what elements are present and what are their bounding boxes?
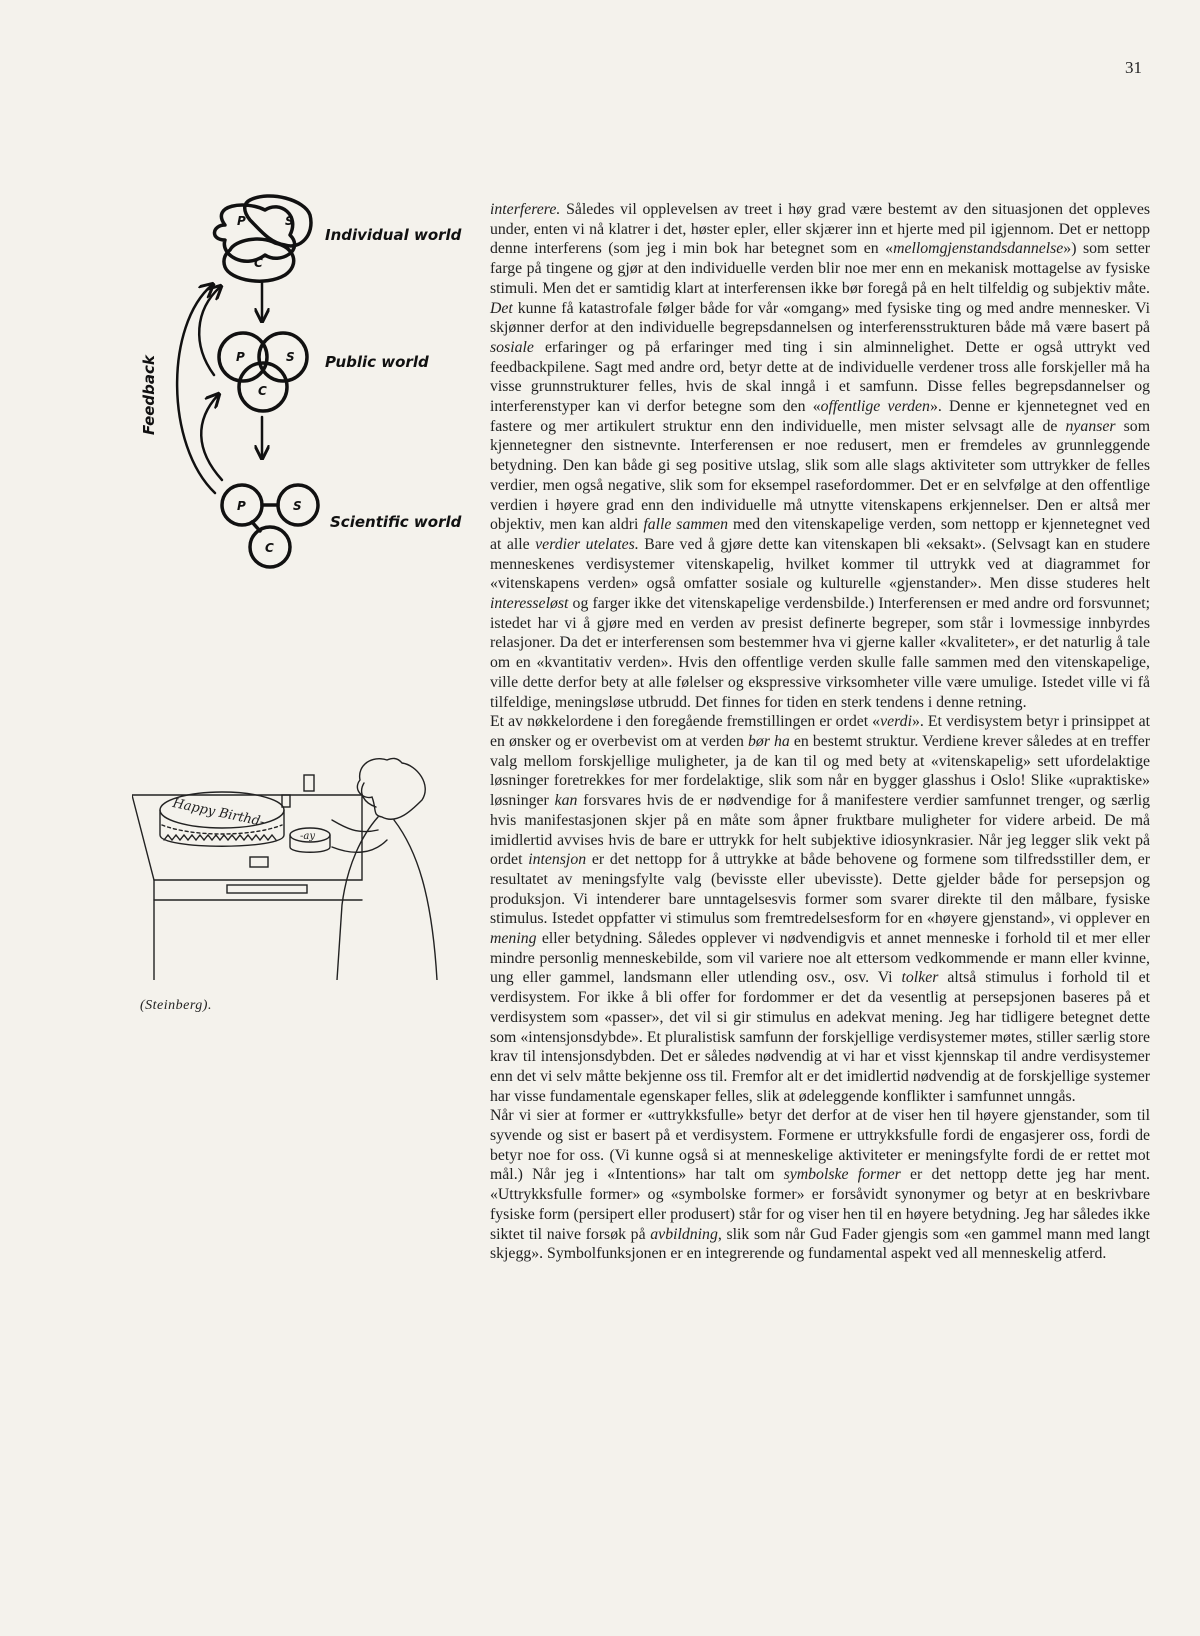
individual-c-label: C <box>254 256 263 270</box>
page-number: 31 <box>1125 58 1142 77</box>
body-text <box>490 200 1150 1264</box>
scientific-world-shape <box>222 485 318 567</box>
text-run: Når vi sier at former er «uttrykksfulle» betyr det derfor at de viser hen til høyere gjenstander, som til syvende og sist er basert på et verdisystem. Formene er uttrykksfulle fordi de engasjerer oss, fordi de betyr noe for oss. (Vi kunne også si at menneskelige aktiviteter er meningsfylte fordi de er rettet mot mål.) Når jeg i «Intentions» har talt om <box>490 1107 1150 1184</box>
public-c-label: C <box>258 384 267 398</box>
text-run: erfaringer og på erfaringer med ting i sin alminnelighet. Dette er også uttrykt ved feedbackpilene. Sagt med andre ord, betyr dette at de individuelle verdener tross alle forskjeller må ha visse grunnstrukturer felles, hvis de skal inngå i et samfunn. Disse felles begrepsdannelser og interferenstyper kan vi derfor betegne som den « <box>490 338 1150 416</box>
text-run: en bestemt struktur. Verdiene krever således at en treffer valg mellom forskjellige muligheter, ja de kan til og med bety at «vitenskapelig» sett ufordelaktige løsninger foretrekkes for mer fordelaktige, slik som når en bygger glasshus i Oslo! Slike «upraktiske» løsninger <box>490 732 1150 810</box>
feedback-arrow-upper <box>199 287 220 375</box>
scientific-world-label: Scientific world <box>330 513 462 531</box>
text-run: med den vitenskapelige verden, som nettopp er kjennetegnet ved at alle <box>490 516 1150 553</box>
italic-run: tolker <box>901 969 939 987</box>
italic-run: symbolske former <box>783 1166 901 1184</box>
worlds-diagram <box>140 195 480 615</box>
text-run: ». Et verdisystem betyr i prinsippet at en ønsker og er overbevist om at verden <box>490 713 1150 750</box>
italic-run: nyanser <box>1065 417 1116 435</box>
text-run: forsvares hvis de er nødvendige for å manifestere verdier samfunnet trenger, og særlig hvis manifestasjonen skjer på en måte som åpner fruktbare muligheter for videre arbeid. De må imidlertid avvises hvis de bare er uttrykk for helt subjektive idiosynkrasier. Når jeg legger slik vekt på ordet <box>490 792 1150 869</box>
scientific-p-label: P <box>237 499 246 513</box>
feedback-arrow-lower <box>201 395 222 480</box>
individual-world-shape <box>214 196 310 281</box>
individual-p-label: P <box>237 214 246 228</box>
text-run: eller betydning. Således opplever vi nødvendigvis et annet menneske i forhold til et mer eller mindre personlig menneskebilde, som vil variere noe alt ettersom vedkommende er mann eller kvinne, ung eller gammel, landsmann eller utlending osv., osv. Vi <box>490 930 1150 987</box>
table-drawer <box>227 885 307 893</box>
text-run: altså stimulus i forhold til et verdisystem. For ikke å bli offer for fordommer er det da vesentlig at persepsjonen baseres på et verdisystem som «passer», det vil si gir stimulus en adekvat mening. Jeg har tidligere betegnet dette som «intensjonsdybde». Et pluralistisk samfunn der forskjellige verdisystemer møtes, stiller særlig store krav til intensjonsdybden. Det er således nødvendig at vi har et visst kjennskap til andre verdisystemer enn det vi selv måtte bekjenne oss til. Fremfor alt er det imidlertid nødvendig at de forskjellige systemer har visse fundamentale egenskaper felles, slik at ødeleggende konflikter i samfunnet unngås. <box>490 969 1150 1105</box>
public-world-shape <box>219 333 307 411</box>
cake-inscription: Happy Birthd- <box>171 795 266 831</box>
feedback-label: Feedback <box>140 355 158 435</box>
paragraph <box>490 1106 1150 1264</box>
text-run: er det nettopp for å uttrykke at både behovene og formene som tilfredsstiller dem, er resultatet av meningsfylte valg (bevisste eller ubevisste). Dette gjelder både for persepsjon og produksjon. Vi intenderer bare unntagelsesvis former som svarer direkte til den målbare, fysiske stimulus. Istedet oppfatter vi stimulus som fremtredelsesform for en «høyere gjenstand», vi opplever en <box>490 851 1150 928</box>
text-run: kunne få katastrofale følger både for vår «omgang» med fysiske ting og med andre mennesker. Vi skjønner derfor at den individuelle begrepsdannelsen og interferensstrukturen både må være basert på <box>490 299 1150 337</box>
small-cake-inscription: -ay <box>300 831 315 842</box>
italic-run: interesseløst <box>490 595 569 613</box>
individual-world-label: Individual world <box>325 226 462 244</box>
italic-run: falle sammen <box>643 516 729 534</box>
italic-run: offentlige verden <box>820 398 930 416</box>
italic-run: verdi <box>880 713 912 731</box>
cup <box>282 795 290 807</box>
italic-run: kan <box>554 792 578 810</box>
italic-run: interferere. <box>490 201 561 218</box>
box <box>250 857 268 867</box>
text-run: ») som setter farge på tingene og gjør at den individuelle verden blir noe mer enn en mekanisk mottagelse av fysiske stimuli. Men det er samtidig klart at interferensen ikke bør foregå på en helt tilfeldig og subjektiv måte. <box>490 240 1150 297</box>
paragraph <box>490 200 1150 712</box>
text-run: og farger ikke det vitenskapelige verdensbilde.) Interferensen er med andre ord forsvunnet; istedet har vi å gjøre med en verden av presist definerte begreper, som står i lovmessige innbyrdes relasjoner. Da det er interferensen som bestemmer hva vi gjerne kaller «kvaliteter», er det naturlig å tale om en «kvantitativ verden». Hvis den offentlige verden skulle falle sammen med den vitenskapelige, ville dette derfor bety at alle følelser og ekspressive virksomheter ville være umulige. Istedet ville vi få tilfeldige, meningsløse utbrudd. Det finnes for tiden en sterk tendens i denne retning. <box>490 595 1150 711</box>
text-run: slik som når Gud Fader gjengis som «en gammel mann med langt skjegg». Symbolfunksjonen er en integrerende og fundamental aspekt ved all menneskelig atferd. <box>490 1225 1150 1263</box>
italic-run: mening <box>490 930 537 948</box>
italic-run: intensjon <box>528 851 587 869</box>
text-run: Et av nøkkelordene i den foregående fremstillingen er ordet « <box>490 713 881 731</box>
woman-hair <box>357 758 425 819</box>
individual-s-label: S <box>285 214 294 228</box>
italic-run: verdier utelates. <box>535 535 639 553</box>
text-run: er det nettopp dette jeg har ment. «Uttrykksfulle former» og «symbolske former» er forsåvidt synonymer og betyr at en beskrivbare fysiske form (persipert eller produsert) står for og viser hen til en høyere betydning. Jeg har således ikke siktet til naive forsøk på <box>490 1166 1150 1243</box>
text-run: ». Denne er kjennetegnet ved en fastere og mer artikulert struktur enn den individuelle, men mister selvsagt alle de <box>490 398 1150 435</box>
paragraph <box>490 712 1150 1106</box>
public-p-label: P <box>236 350 245 364</box>
scientific-s-label: S <box>293 499 302 513</box>
jar <box>304 775 314 791</box>
text-run: Således vil opplevelsen av treet i høy grad være bestemt av den situasjonen det oppleves under, enten vi nå klatrer i det, høster epler, eller skjærer inn et hjerte med pil igjennom. Det er nettopp denne interferens (som jeg i min bok har betegnet som en « <box>490 201 1150 258</box>
public-world-label: Public world <box>325 353 429 371</box>
italic-run: mellomgjenstandsdannelse <box>893 240 1064 258</box>
text-run: Bare ved å gjøre dette kan vitenskapen bli «eksakt». (Selvsagt kan en studere menneskenes verdisystemer vitenskapelig, hvilket kommer til uttrykk ved at diagrammet for «vitenskapens verden» også omfatter sosiale og kulturelle «gjenstander». Men disse studeres helt <box>490 535 1150 593</box>
italic-run: bør ha <box>748 732 790 750</box>
italic-run: Det <box>490 299 513 317</box>
steinberg-cartoon <box>132 755 462 980</box>
italic-run: sosiale <box>490 338 534 356</box>
public-s-label: S <box>286 350 295 364</box>
text-run: som kjennetegner den sistnevnte. Interferensen er noe redusert, men er fremdeles av grunnleggende betydning. Den kan både gi seg positive utslag, slik som alle slags aktiviteter som uttrykker de felles verdier, men også negative, slik som for eksempel rasefordommer. Det er en selvfølge at den offentlige verdien i høyere grad enn den individuelle må utnytte vitenskapens erkjennelser. Den er altså mer objektiv, men kan aldri <box>490 417 1150 534</box>
cartoon-caption: (Steinberg). <box>140 998 212 1013</box>
italic-run: avbildning, <box>650 1225 722 1243</box>
scientific-c-label: C <box>265 541 274 555</box>
